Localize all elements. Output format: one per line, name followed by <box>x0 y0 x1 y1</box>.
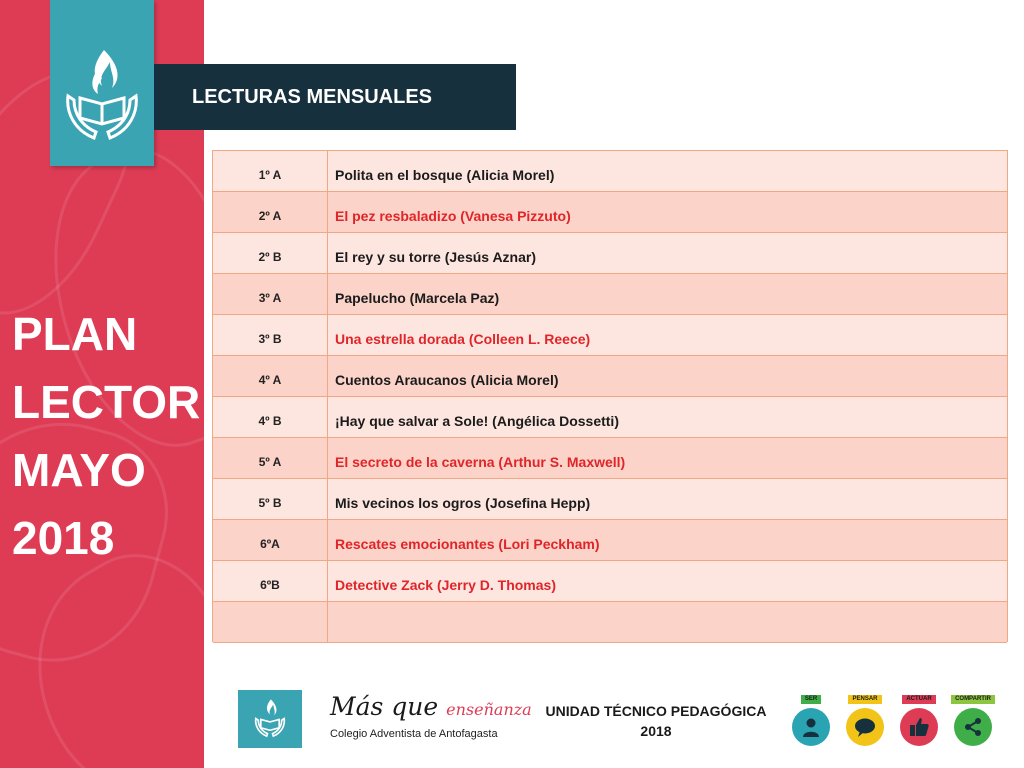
book-cell <box>328 602 1007 642</box>
course-cell: 3º B <box>213 315 328 355</box>
unit-label <box>540 703 772 739</box>
section-title: LECTURAS MENSUALES <box>192 85 433 108</box>
course-cell <box>213 602 328 642</box>
school-name: Colegio Adventista de Antofagasta <box>330 728 498 740</box>
table-row <box>213 438 1007 479</box>
flame-book-hands-icon <box>60 42 144 152</box>
book-cell: Polita en el bosque (Alicia Morel) <box>335 167 555 183</box>
table-row <box>213 233 1007 274</box>
values-badges <box>790 695 994 746</box>
badge-ser <box>790 695 832 746</box>
course-cell: 1º A <box>213 151 328 191</box>
flame-book-hands-icon <box>247 696 293 742</box>
table-row <box>213 274 1007 315</box>
slogan-main: Más que <box>330 692 439 721</box>
course-cell: 4º B <box>213 397 328 437</box>
thumbs-up-icon <box>900 708 938 746</box>
person-icon <box>792 708 830 746</box>
course-cell: 6ºA <box>213 520 328 560</box>
slogan <box>330 693 530 724</box>
school-logo <box>50 0 154 166</box>
badge-pensar <box>844 695 886 746</box>
title-line: PLAN <box>12 308 138 360</box>
course-cell: 2º B <box>213 233 328 273</box>
table-row <box>213 356 1007 397</box>
course-cell: 3º A <box>213 274 328 314</box>
share-icon <box>954 708 992 746</box>
course-cell: 5º B <box>213 479 328 519</box>
badge-label: ACTUAR <box>902 695 935 704</box>
unit-name: UNIDAD TÉCNICO PEDAGÓGICA <box>545 703 767 719</box>
badge-actuar <box>898 695 940 746</box>
speech-bubble-icon <box>846 708 884 746</box>
course-cell: 2º A <box>213 192 328 232</box>
slogan-accent: enseñanza <box>446 700 532 719</box>
slide-title <box>12 300 202 572</box>
title-line: MAYO <box>12 444 146 496</box>
readings-table <box>212 150 1008 642</box>
table-row <box>213 151 1007 192</box>
book-cell: ¡Hay que salvar a Sole! (Angélica Dossetti) <box>335 413 619 429</box>
book-cell: Papelucho (Marcela Paz) <box>335 290 500 306</box>
course-cell: 5º A <box>213 438 328 478</box>
unit-year: 2018 <box>640 723 672 739</box>
book-cell: El pez resbaladizo (Vanesa Pizzuto) <box>335 208 571 224</box>
book-cell: Mis vecinos los ogros (Josefina Hepp) <box>335 495 591 511</box>
book-cell: Cuentos Araucanos (Alicia Morel) <box>335 372 559 388</box>
table-row <box>213 315 1007 356</box>
section-banner <box>154 64 516 130</box>
course-cell: 4º A <box>213 356 328 396</box>
title-line: 2018 <box>12 512 115 564</box>
book-cell: Una estrella dorada (Colleen L. Reece) <box>335 331 591 347</box>
footer-logo <box>238 690 302 748</box>
course-cell: 6ºB <box>213 561 328 601</box>
table-row <box>213 397 1007 438</box>
title-line: LECTOR <box>12 376 201 428</box>
table-row <box>213 561 1007 602</box>
footer-brand <box>330 693 530 745</box>
book-cell: Detective Zack (Jerry D. Thomas) <box>335 577 556 593</box>
badge-label: SER <box>801 695 821 704</box>
badge-label: PENSAR <box>848 695 881 704</box>
book-cell: El rey y su torre (Jesús Aznar) <box>335 249 537 265</box>
badge-compartir <box>952 695 994 746</box>
badge-label: COMPARTIR <box>951 695 995 704</box>
table-row <box>213 602 1007 643</box>
table-row <box>213 192 1007 233</box>
book-cell: El secreto de la caverna (Arthur S. Maxwell) <box>335 454 626 470</box>
table-row <box>213 479 1007 520</box>
table-row <box>213 520 1007 561</box>
book-cell: Rescates emocionantes (Lori Peckham) <box>335 536 600 552</box>
